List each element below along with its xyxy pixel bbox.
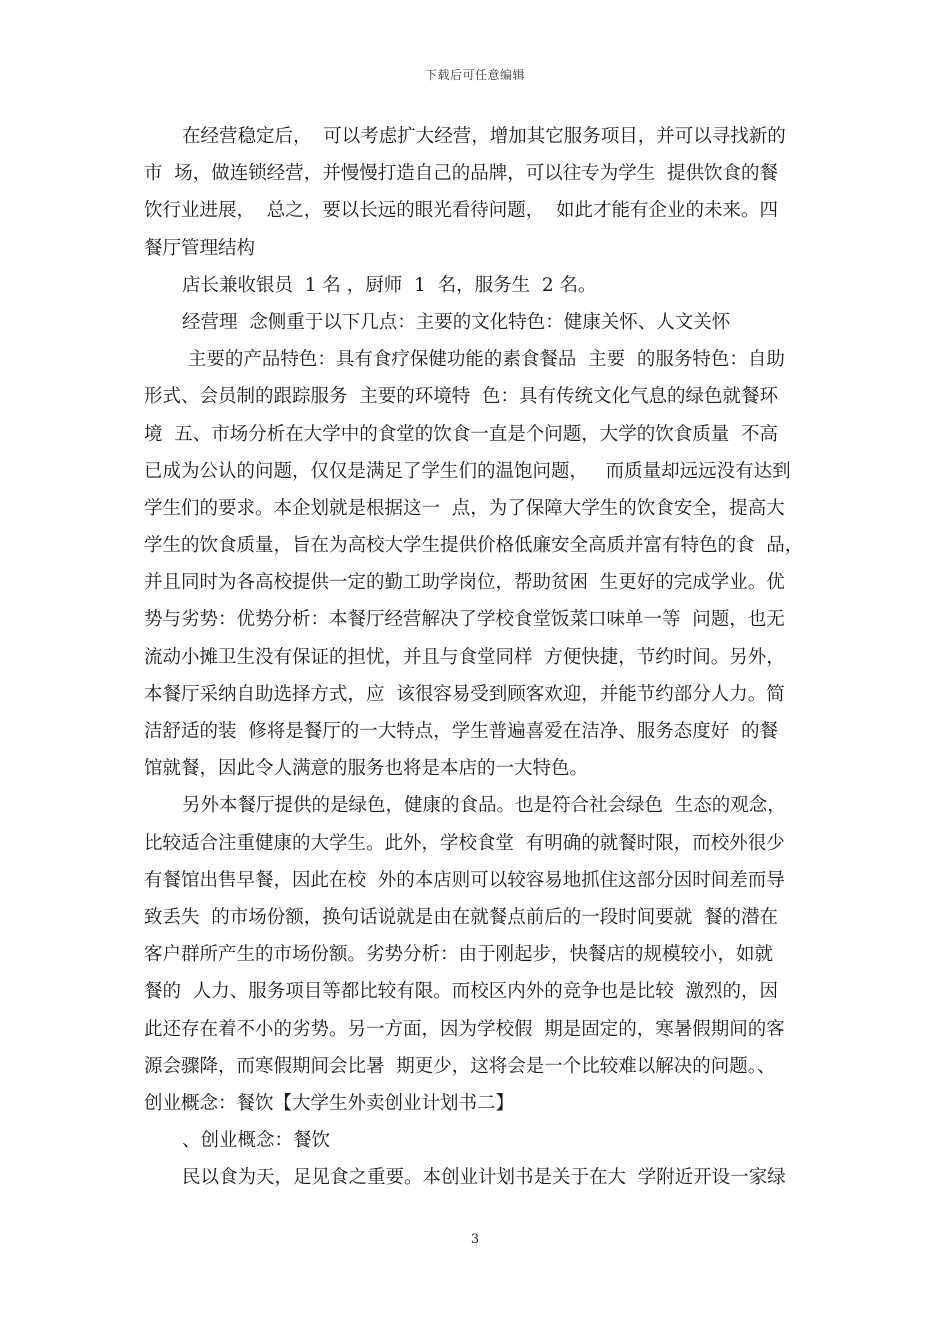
text-line: 餐的 人力、服务项目等都比较有限。而校区内外的竞争也是比较 激烈的，因 xyxy=(144,981,779,1003)
page-number: 3 xyxy=(470,1232,480,1247)
text-line: 并且同时为各高校提供一定的勤工助学岗位，帮助贫困 生更好的完成学业。优 xyxy=(144,572,785,594)
text-line: 主要的产品特色：具有食疗保健功能的素食餐品 主要 的服务特色：自助 xyxy=(182,349,785,371)
text-line: 餐厅管理结构 xyxy=(144,237,256,259)
text-line: 致丢失 的市场份额，换句话说就是由在就餐点前后的一段时间要就 餐的潜在 xyxy=(144,906,779,928)
text-line: 创业概念：餐饮【大学生外卖创业计划书二】 xyxy=(144,1092,515,1114)
text-line: 在经营稳定后， 可以考虑扩大经营，增加其它服务项目，并可以寻找新的 xyxy=(182,126,786,147)
text-line: 另外本餐厅提供的是绿色，健康的食品。也是符合社会绿色 生态的观念， xyxy=(182,795,786,817)
text-line: 市 场，做连锁经营，并慢慢打造自己的品牌，可以往专为学生 提供饮食的餐 xyxy=(144,163,779,185)
text-line: 客户群所产生的市场份额。劣势分析：由于刚起步，快餐店的规模较小，如就 xyxy=(144,944,774,966)
text-line: 流动小摊卫生没有保证的担忧，并且与食堂同样 方便快捷，节约时间。另外， xyxy=(144,646,785,668)
text-line: 境 五、市场分析在大学中的食堂的饮食一直是个问题，大学的饮食质量 不高 xyxy=(144,423,779,445)
text-line: 学生们的要求。本企划就是根据这一 点，为了保障大学生的饮食安全，提高大 xyxy=(144,497,785,519)
text-line: 馆就餐，因此令人满意的服务也将是本店的一大特色。 xyxy=(144,758,589,780)
text-line: 学生的饮食质量，旨在为高校大学生提供价格低廉安全高质并富有特色的食 品， xyxy=(144,535,804,557)
text-line: 比较适合注重健康的大学生。此外，学校食堂 有明确的就餐时限，而校外很少 xyxy=(144,832,785,854)
text-line: 有餐馆出售早餐，因此在校 外的本店则可以较容易地抓住这部分因时间差而导 xyxy=(144,869,785,891)
text-line: 此还存在着不小的劣势。另一方面，因为学校假 期是固定的，寒暑假期间的客 xyxy=(144,1018,785,1040)
text-line: 店长兼收银员 1 名 ，厨师 1 名，服务生 2 名。 xyxy=(182,274,597,296)
document-body xyxy=(144,118,809,1196)
text-line: 饮行业进展， 总之，要以长远的眼光看待问题， 如此才能有企业的未来。四 xyxy=(144,200,779,222)
text-line: 形式、会员制的跟踪服务 主要的环境特 色：具有传统文化气息的绿色就餐环 xyxy=(144,386,779,408)
text-line: 洁舒适的装 修将是餐厅的一大特点，学生普遍喜爱在洁净、服务态度好 的餐 xyxy=(144,721,779,742)
text-line: 本餐厅采纳自助选择方式，应 该很容易受到顾客欢迎，并能节约部分人力。简 xyxy=(144,683,785,705)
text-line: 已成为公认的问题，仅仅是满足了学生们的温饱问题， 而质量却远远没有达到 xyxy=(144,460,791,482)
text-line: 源会骤降，而寒假期间会比暑 期更少，这将会是一个比较难以解决的问题。、 xyxy=(144,1055,776,1077)
text-line: 经营理 念侧重于以下几点：主要的文化特色：健康关怀、人文关怀 xyxy=(182,311,731,333)
text-line: 民以食为天，足见食之重要。本创业计划书是关于在大 学附近开设一家绿 xyxy=(182,1167,786,1189)
header-note: 下载后可任意编辑 xyxy=(424,68,525,82)
text-line: 势与劣势：优势分析：本餐厅经营解决了学校食堂饭菜口味单一等 问题，也无 xyxy=(144,609,785,631)
text-line: 、创业概念：餐饮 xyxy=(182,1130,331,1152)
